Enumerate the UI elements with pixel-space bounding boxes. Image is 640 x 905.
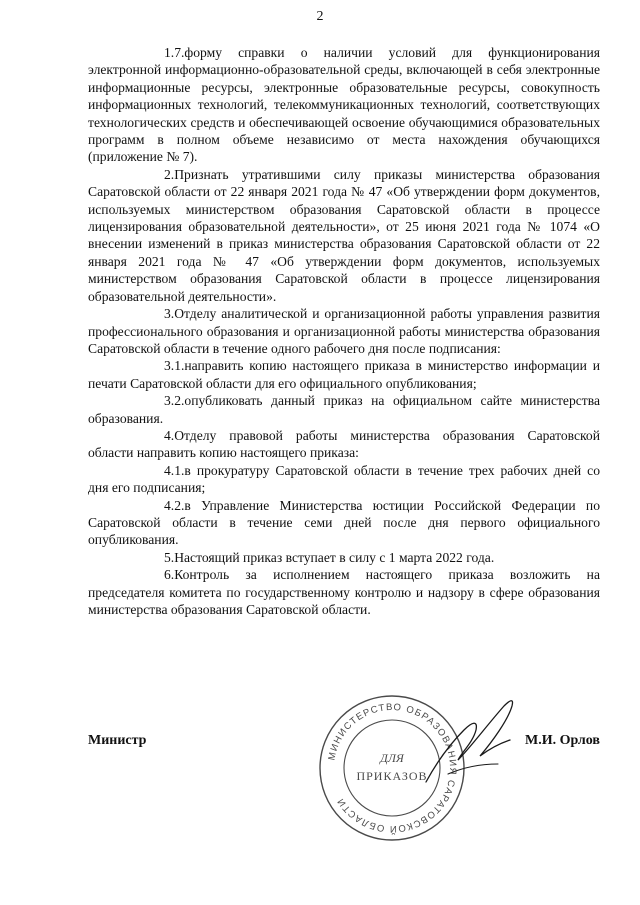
paragraph-text: опубликовать данный приказ на официальном сайте министерства образования. [88,393,600,426]
signatory-name: М.И. Орлов [525,733,600,748]
paragraph-3-2 [88,392,600,427]
stamp-ring-text-path: МИНИСТЕРСТВО ОБРАЗОВАНИЯ САРАТОВСКОЙ ОБЛАСТИ [326,701,459,835]
paragraph-text: Отделу правовой работы министерства образования Саратовской области направить копию настоящего приказа: [88,427,600,461]
paragraph-number: 6. [164,567,175,583]
paragraph-text: в прокуратуру Саратовской области в течение трех рабочих дней со дня его подписания; [88,462,600,496]
paragraph-number: 3.2. [164,393,185,409]
page-number: 2 [316,9,324,24]
paragraph-number: 3. [164,306,175,322]
paragraph-text: Настоящий приказ вступает в силу с 1 марта 2022 года. [174,549,495,565]
paragraph-5 [88,549,600,566]
paragraph-1-7 [88,44,600,166]
signature-block [88,732,600,752]
paragraph-number: 4.1. [164,462,185,478]
paragraph-number: 1.7. [164,45,185,60]
paragraph-number: 4.2. [164,497,185,513]
paragraph-4 [88,427,600,462]
paragraph-3 [88,305,600,357]
paragraph-4-2 [88,497,600,549]
paragraph-2 [88,166,600,305]
paragraph-text: направить копию настоящего приказа в министерство информации и печати Саратовской области для его официального опубликования; [88,358,600,391]
signature-stroke-tail [448,764,498,774]
signatory-title: Министр [88,733,147,748]
document-body [88,44,600,618]
paragraph-4-1 [88,462,600,497]
paragraph-text: в Управление Министерства юстиции Российской Федерации по Саратовской области в течение семи дней после дня первого официального опубликования. [88,497,600,548]
paragraph-number: 4. [164,427,175,443]
paragraph-6 [88,566,600,618]
paragraph-3-1 [88,357,600,392]
paragraph-number: 2. [164,166,175,182]
paragraph-text: Признать утратившими силу приказы министерства образования Саратовской области от 22 января 2021 года № 47 «Об утверждении форм документов, используемых министерством образования Саратовской области в процессе лицензирования образовательной деятельности», от 25 июня 2021 года № 1074 «О внесении изменений в приказ министерства образования Саратовской области от 22 января 2021 года № 47 «Об утверждении форм документов, используемых министерством образования Саратовской области в процессе лицензирования образовательной деятельности». [88,166,600,304]
paragraph-number: 5. [164,549,175,565]
paragraph-number: 3.1. [164,358,185,374]
stamp-center-line-1: ДЛЯ [380,751,404,765]
stamp-center-line-2: ПРИКАЗОВ [356,769,428,783]
paragraph-text: Отделу аналитической и организационной работы управления развития профессионального образования и организационной работы министерства образования Саратовской области в течение одного рабочего дня после подписания: [88,306,600,356]
paragraph-text: форму справки о наличии условий для функционирования электронной информационно-образовательной среды, включающей в себя электронные информационные ресурсы, электронные образовательные ресурсы, совокупность информационных технологий, телекоммуникационных технологий, соответствующих технологических средств и обеспечивающей освоение обучающимися образовательных программ в полном объеме независимо от места нахождения обучающихся (приложение № 7). [88,45,600,165]
paragraph-text: Контроль за исполнением настоящего приказа возложить на председателя комитета по государственному контролю и надзору в сфере образования министерства образования Саратовской области. [88,567,600,617]
